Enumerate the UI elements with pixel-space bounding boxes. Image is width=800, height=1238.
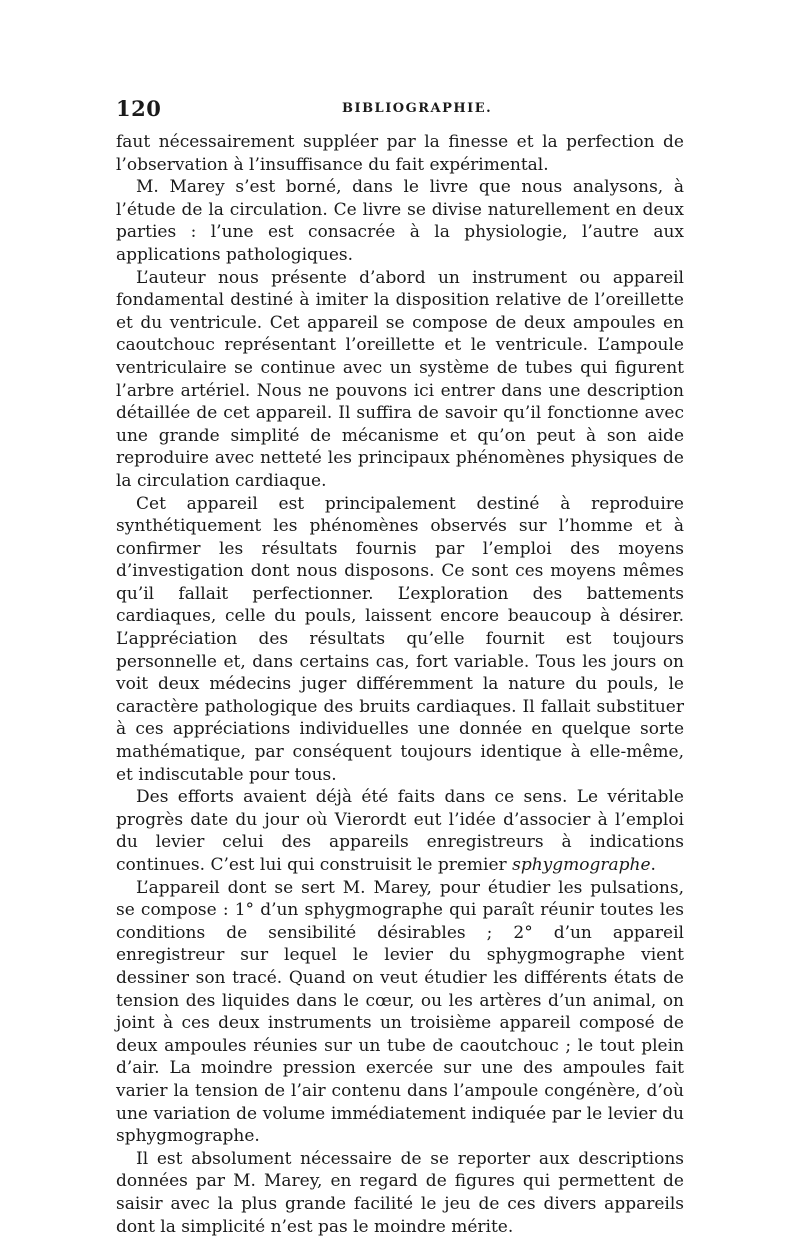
page-header xyxy=(116,96,686,126)
running-head: BIBLIOGRAPHIE. xyxy=(342,101,493,116)
page-number: 120 xyxy=(116,96,162,121)
sphygmographe-italic: sphygmographe xyxy=(512,855,651,875)
body-text xyxy=(116,131,684,1238)
paragraph-5 xyxy=(116,786,684,876)
paragraph-5-end: . xyxy=(650,855,656,875)
paragraph-4: Cet appareil est principalement destiné à reproduire synthétiquement les phénomènes observés sur l’homme et à confirmer les résultats fournis par l’emploi des moyens d’investigation dont nous disposons. Ce sont ces moyens mêmes qu’il fallait perfectionner. L’exploration des battements cardiaques, celle du pouls, laissent encore beaucoup à désirer. L’appréciation des résultats qu’elle fournit est toujours personnelle et, dans certains cas, fort variable. Tous les jours on voit deux médecins juger différemment la nature du pouls, le caractère pathologique des bruits cardiaques. Il fallait substituer à ces appréciations individuelles une donnée en quelque sorte mathématique, par conséquent toujours identique à elle-même, et indiscutable pour tous. xyxy=(116,493,684,785)
paragraph-7: Il est absolument nécessaire de se reporter aux descriptions données par M. Marey, en regard de figures qui permettent de saisir avec la plus grande facilité le jeu de ces divers appareils dont la simplicité n’est pas le moindre mérite. xyxy=(116,1148,684,1237)
paragraph-6: L’appareil dont se sert M. Marey, pour étudier les pulsations, se compose : 1° d’un sphygmographe qui paraît réunir toutes les conditions de sensibilité désirables ; 2° d’un appareil enregistreur sur lequel le levier du sphygmographe vient dessiner son tracé. Quand on veut étudier les différents états de tension des liquides dans le cœur, ou les artères d’un animal, on joint à ces deux instruments un troisième appareil composé de deux ampoules réunies sur un tube de caoutchouc ; le tout plein d’air. La moindre pression exercée sur une des ampoules fait varier la tension de l’air contenu dans l’ampoule congénère, d’où une variation de volume immédiatement indiquée par le levier du sphygmographe. xyxy=(116,877,684,1147)
paragraph-3: L’auteur nous présente d’abord un instrument ou appareil fondamental destiné à imiter la disposition relative de l’oreillette et du ventricule. Cet appareil se compose de deux ampoules en caoutchouc représentant l’oreillette et le ventricule. L’ampoule ventriculaire se continue avec un système de tubes qui figurent l’arbre artériel. Nous ne pouvons ici entrer dans une description détaillée de cet appareil. Il suffira de savoir qu’il fonctionne avec une grande simplité de mécanisme et qu’on peut à son aide reproduire avec netteté les principaux phénomènes physiques de la circulation cardiaque. xyxy=(116,267,684,491)
paragraph-1: faut nécessairement suppléer par la finesse et la perfection de l’observation à l’insuffisance du fait expérimental. xyxy=(116,132,684,175)
paragraph-5-text: Des efforts avaient déjà été faits dans ce sens. Le véritable progrès date du jour où Vierordt eut l’idée d’associer à l’emploi du levier celui des appareils enregistreurs à indications continues. C’est lui qui construisit le premier xyxy=(116,787,684,875)
paragraph-2: M. Marey s’est borné, dans le livre que nous analysons, à l’étude de la circulation. Ce livre se divise naturellement en deux parties : l’une est consacrée à la physiologie, l’autre aux applications pathologiques. xyxy=(116,177,684,265)
